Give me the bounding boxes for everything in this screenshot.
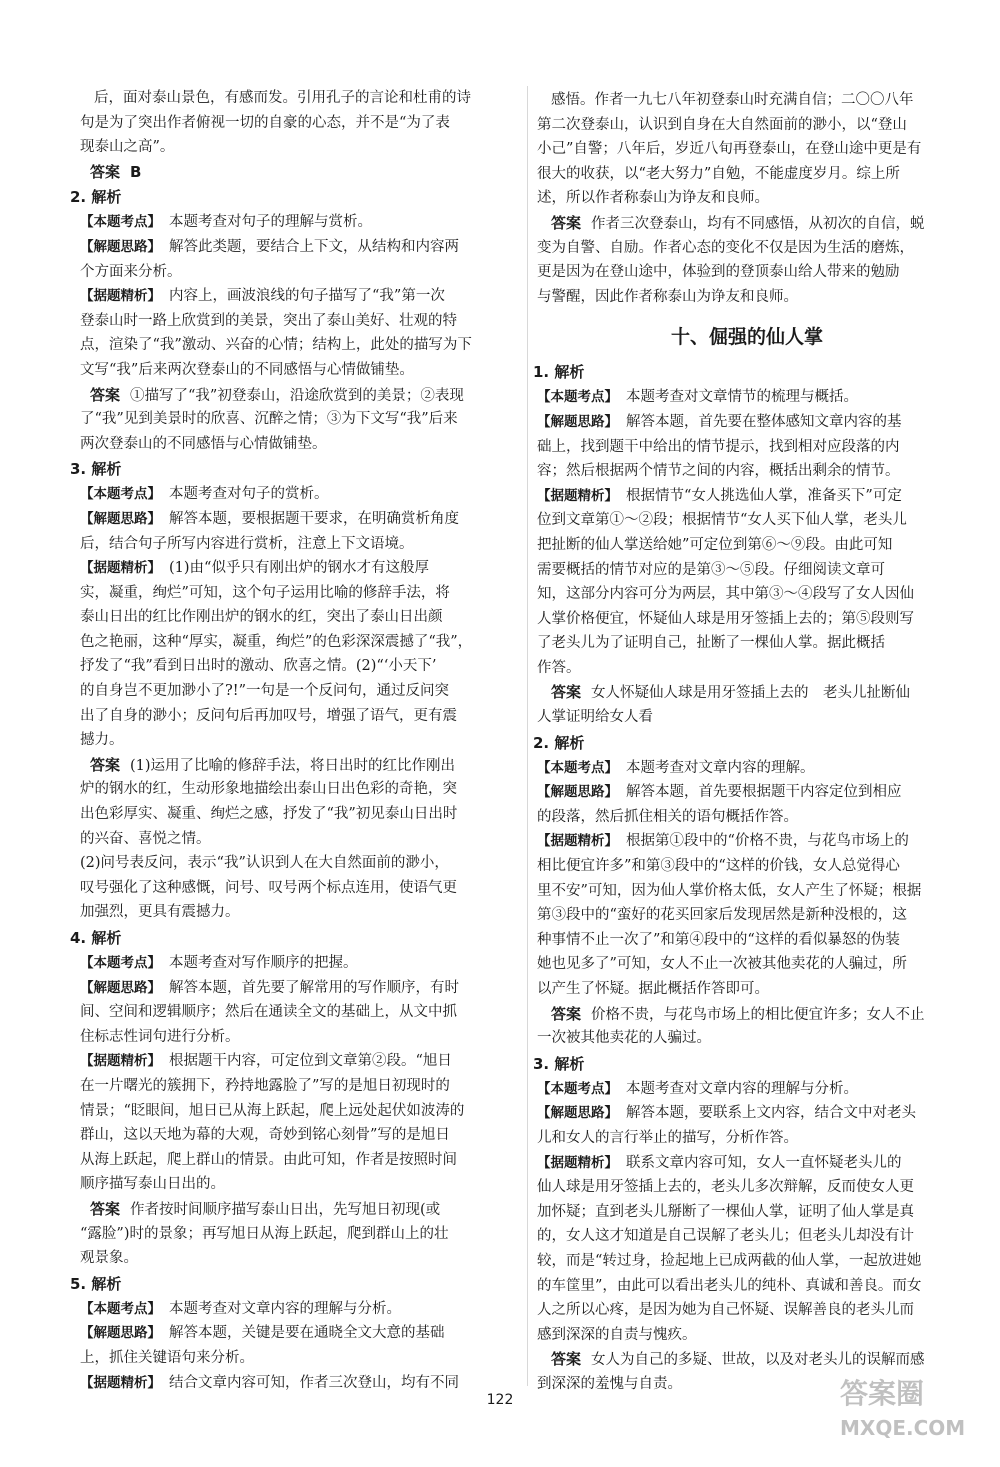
text-line: 叹号强化了这种感慨，问号、叹号两个标点连用，使语气更 [80,879,457,896]
question-heading: 3. 解析 [533,1054,585,1073]
text-line: 群山，这以天地为幕的大观，奇妙到铭心刻骨”写的是旭日 [80,1127,450,1144]
tag-text: 本题考查对文章情节的梳理与概括。 [626,389,858,406]
tag-label: 【本题考点】 [537,1080,618,1097]
tag-text: 结合文章内容可知，作者三次登山，均有不同 [169,1374,459,1391]
text-line: 位到文章第①～②段；根据情节“女人买下仙人掌，老头儿 [537,512,907,529]
text-line: (2)问号表反问，表示“我”认识到人在大自然面前的渺小， [80,855,449,872]
answer-text: 价格不贵，与花鸟市场上的相比便宜许多；女人不止 [591,1006,925,1023]
answer-label: 答案 [90,385,121,404]
answer-line [537,1002,957,1027]
tag-label: 【解题思路】 [537,413,618,430]
question-heading: 4. 解析 [70,929,122,947]
text-line: 需要概括的情节对应的是第③～⑤段。仔细阅读文章可 [537,561,885,578]
text-line: 容；然后根据两个情节之间的内容，概括出剩余的情节。 [537,463,900,480]
text-line: 第③段中的“蛮好的花买回家后发现居然是新种没根的，这 [537,907,907,924]
tag-text: 本题考查对写作顺序的把握。 [169,955,358,971]
text-line: 础上，找到题干中给出的情节提示，找到相对应段落的内 [537,438,900,455]
answer-value: B [130,162,142,181]
tag-label: 【解题思路】 [80,238,161,255]
text-line: 人掌价格便宜，怀疑仙人球是用牙签插上去的；第⑤段则写 [537,610,914,627]
text-line: 里不安”可知，因为仙人掌价格太低，女人产生了怀疑；根据 [537,882,922,899]
answer-text: ①描写了“我”初登泰山，沿途欣赏到的美景；②表现 [130,387,464,404]
tag-label: 【本题考点】 [80,486,161,503]
tag-text: 解答本题，首先要根据题干内容定位到相应 [626,784,902,801]
text-line: 色之艳丽，这种“厚实，凝重，绚烂”的色彩深深震撼了“我”， [80,633,473,650]
tag-label: 【本题考点】 [537,389,618,406]
text-line: 间、空间和逻辑顺序；然后在通读全文的基础上，从文中抓 [80,1004,457,1021]
tag-label: 【解题思路】 [537,1105,618,1122]
text-line: 变为自警、自励。作者心态的变化不仅是因为生活的磨炼， [537,239,914,256]
text-line: 把扯断的仙人掌送给她”可定位到第⑥～⑨段。由此可知 [537,536,893,553]
text-line [537,484,957,509]
answer-line [537,211,957,236]
tag-text: 根据题干内容，可定位到文章第②段。“旭日 [169,1053,452,1070]
text-line [537,756,957,781]
text-line [80,210,520,235]
section-title: 十、倔强的仙人掌 [670,326,823,349]
text-line [537,780,957,805]
text-line [80,1049,520,1074]
text-line [80,284,520,309]
text-line: 仙人球是用牙签插上去的，老头儿多次辩解，反而使女人更 [537,1179,914,1196]
text-line: 她也见多了”可知，女人不止一次被其他卖花的人骗过，所 [537,956,907,973]
tag-text: 解答本题，要根据题干要求，在明确赏析角度 [169,510,459,527]
text-line: 情景；“眨眼间，旭日已从海上跃起，爬上远处起伏如波涛的 [80,1102,465,1119]
text-line [537,385,957,410]
text-line [537,1101,957,1126]
question-heading: 5. 解析 [70,1274,122,1293]
text-line: 种事情不止一次了”和第④段中的“这样的看似暴怒的伪装 [537,931,900,948]
text-line: 个方面来分析。 [80,263,182,280]
text-line [80,1297,520,1322]
text-line: “露脸”)时的景象；再写旭日从海上跃起，爬到群山上的壮 [80,1225,449,1242]
watermark-logo [832,1369,982,1449]
tag-text: 本题考查对句子的赏析。 [169,486,329,503]
tag-label: 【据题精析】 [80,1374,161,1391]
answer-label: 答案 [90,755,121,774]
text-line: 更是因为在登山途中，体验到的登顶泰山给人带来的勉励 [537,264,900,281]
text-line: 了“我”见到美景时的欣喜、沉醉之情；③为下文写“我”后来 [80,411,458,428]
text-line: 人掌证明给女人看 [537,709,653,726]
watermark-sub-text: MXQE.COM [840,1416,966,1440]
text-line [80,482,520,507]
text-line: 作答。 [537,659,581,676]
tag-text: 本题考查对文章内容的理解。 [626,759,815,776]
tag-label: 【据题精析】 [80,288,161,305]
answer-text: 女人为自己的多疑、世故，以及对老头儿的误解而感 [591,1352,925,1369]
question-heading: 1. 解析 [533,363,585,382]
page-number: 122 [486,1392,514,1408]
watermark-main-text: 答案圈 [840,1377,925,1410]
text-line [537,1151,957,1176]
text-line: 与警醒，因此作者称泰山为诤友和良师。 [537,288,798,305]
tag-label: 【本题考点】 [80,214,161,231]
text-line [537,410,957,435]
answer-label: 答案 [551,1350,582,1369]
text-line: 第二次登泰山，认识到自身在大自然面前的渺小，以“登山 [537,116,907,133]
tag-text: 本题考查对句子的理解与赏析。 [169,214,372,231]
tag-label: 【解题思路】 [537,784,618,801]
text-line [80,976,520,1001]
tag-label: 【本题考点】 [537,759,618,776]
text-line: 顺序描写泰山日出的。 [80,1176,225,1193]
text-line: 在一片曙光的簇拥下，矜持地露脸了”写的是旭日初现时的 [80,1077,450,1094]
tag-text: 解答本题，首先要在整体感知文章内容的基 [626,413,902,430]
question-heading: 3. 解析 [70,460,122,479]
tag-text: (1)由“似乎只有刚出炉的钢水才有这般厚 [169,560,429,577]
tag-text: 解答本题，关键是要在通晓全文大意的基础 [169,1325,445,1342]
tag-text: 本题考查对文章内容的理解与分析。 [169,1300,401,1317]
text-line [537,1077,957,1102]
text-line: 炉的钢水的红，生动形象地描绘出泰山日出色彩的奇艳，突 [80,781,457,798]
tag-text: 联系文章内容可知，女人一直怀疑老头儿的 [626,1154,902,1171]
tag-label: 【解题思路】 [80,510,161,527]
tag-text: 本题考查对文章内容的理解与分析。 [626,1080,858,1097]
text-line: 住标志性词句进行分析。 [80,1028,240,1045]
text-line: 的段落，然后抓住相关的语句概括作答。 [537,808,798,825]
question-heading: 2. 解析 [70,188,122,207]
answer-text: 作者按时间顺序描写泰山日出，先写旭日初现(或 [130,1201,441,1218]
left-column [70,86,520,1395]
text-line [80,951,520,976]
tag-label: 【据题精析】 [80,560,161,577]
tag-text: 解答此类题，要结合上下文，从结构和内容两 [169,238,459,255]
answer-line [80,1197,520,1222]
text-line: 上，抓住关键语句来分析。 [80,1349,254,1366]
text-line: 一次被其他卖花的人骗过。 [537,1030,711,1047]
tag-label: 【解题思路】 [80,979,161,996]
text-line: 两次登泰山的不同感悟与心情做铺垫。 [80,435,327,452]
tag-label: 【据题精析】 [537,833,618,850]
text-line: 现泰山之高”。 [80,139,175,156]
text-line: 出色彩厚实、凝重、绚烂之感，抒发了“我”初见泰山日出时 [80,806,458,823]
text-line: 到深深的羞愧与自责。 [537,1375,682,1392]
text-line: 很大的收获，以“老大努力”自勉，不能虚度岁月。综上所 [537,165,900,182]
text-line: 加强烈，更具有震撼力。 [80,904,240,921]
text-line: 登泰山时一路上欣赏到的美景，突出了泰山美好、壮观的特 [80,312,457,329]
text-line: 实，凝重，绚烂”可知，这个句子运用比喻的修辞手法，将 [80,584,450,601]
text-line: 出了自身的渺小；反问句后再加叹号，增强了语气，更有震 [80,707,457,724]
text-line: 句是为了突出作者俯视一切的自豪的心态，并不是“为了表 [80,114,450,131]
answer-text: 女人怀疑仙人球是用牙签插上去的 老头儿扯断仙 [591,685,911,702]
tag-label: 【据题精析】 [80,1053,161,1070]
text-line: 较，而是“转过身，捡起地上已成两截的仙人掌，一起放进她 [537,1252,922,1269]
answer-line [80,383,520,408]
tag-label: 【解题思路】 [80,1325,161,1342]
text-line: 小己”自警；八年后，岁近八旬再登泰山，在登山途中更是有 [537,141,922,158]
text-line [537,829,957,854]
text-line: 泰山日出的红比作刚出炉的钢水的红，突出了泰山日出颜 [80,609,443,626]
tag-text: 根据情节“女人挑选仙人掌，准备买下”可定 [626,487,902,504]
text-line: 抒发了“我”看到日出时的激动、欣喜之情。(2)“‘小天下’ [80,658,437,675]
tag-label: 【本题考点】 [80,955,161,971]
text-line: 撼力。 [80,732,124,749]
text-line [80,235,520,260]
text-line: 感悟。作者一九七八年初登泰山时充满自信；二〇〇八年 [551,92,914,108]
text-line: 后，结合句子所写内容进行赏析，注意上下文语境。 [80,535,414,552]
column-divider [527,86,528,1386]
text-line: 了老头儿为了证明自己，扯断了一棵仙人掌。据此概括 [537,635,885,652]
answer-label: 答案 [90,162,121,181]
tag-text: 解答本题，首先要了解常用的写作顺序，有时 [169,979,459,996]
text-line: 儿和女人的言行举止的描写，分析作答。 [537,1129,798,1146]
right-column [533,88,957,1397]
text-line [80,556,520,581]
text-line: 知，这部分内容可分为两层，其中第③～④段写了女人因仙 [537,586,914,603]
tag-label: 【据题精析】 [537,487,618,504]
answer-label: 答案 [90,1199,121,1218]
text-line: 感到深深的自责与愧疚。 [537,1326,697,1343]
answer-text: 作者三次登泰山，均有不同感悟，从初次的自信，蜕 [591,215,925,232]
answer-label: 答案 [551,213,582,232]
answer-line [537,680,957,705]
answer-label: 答案 [551,683,582,702]
answer-line [80,160,520,185]
text-line: 述，所以作者称泰山为诤友和良师。 [537,190,769,207]
answer-text: (1)运用了比喻的修辞手法，将日出时的红比作刚出 [130,757,456,774]
text-line: 从海上跃起，爬上群山的情景。由此可知，作者是按照时间 [80,1151,457,1168]
text-line: 以产生了怀疑。据此概括作答即可。 [537,981,769,997]
text-line [80,1321,520,1346]
text-line: 点，渲染了“我”激动、兴奋的心情；结构上，此处的描写为下 [80,337,472,354]
answer-line [80,753,520,778]
answer-label: 答案 [551,1004,582,1023]
tag-text: 解答本题，要联系上文内容，结合文中对老头 [626,1105,916,1122]
text-line: 的自身岂不更加渺小了?!”一句是一个反问句，通过反问突 [80,683,450,700]
question-heading: 2. 解析 [533,733,585,752]
text-line: 加怀疑；直到老头儿掰断了一棵仙人掌，证明了仙人掌是真 [537,1203,914,1220]
text-line: 相比便宜许多”和第③段中的“这样的价钱，女人总觉得心 [537,858,900,875]
text-line: 的，女人这才知道是自己误解了老头儿；但老头儿却没有计 [537,1228,914,1245]
text-line: 的车筐里”，由此可以看出老头儿的纯朴、真诚和善良。而女 [537,1277,922,1294]
text-line: 观景象。 [80,1250,138,1267]
tag-text: 内容上，画波浪线的句子描写了“我”第一次 [169,288,445,305]
text-line [80,507,520,532]
text-line: 后，面对泰山景色，有感而发。引用孔子的言论和杜甫的诗 [94,90,471,106]
tag-label: 【本题考点】 [80,1300,161,1317]
text-line: 的兴奋、喜悦之情。 [80,830,211,847]
text-line: 文写“我”后来两次登泰山的不同感悟与心情做铺垫。 [80,361,414,378]
tag-text: 根据第①段中的“价格不贵，与花鸟市场上的 [626,833,909,850]
tag-label: 【据题精析】 [537,1154,618,1171]
text-line: 人之所以心疼，是因为她为自己怀疑、误解善良的老头儿而 [537,1302,914,1319]
